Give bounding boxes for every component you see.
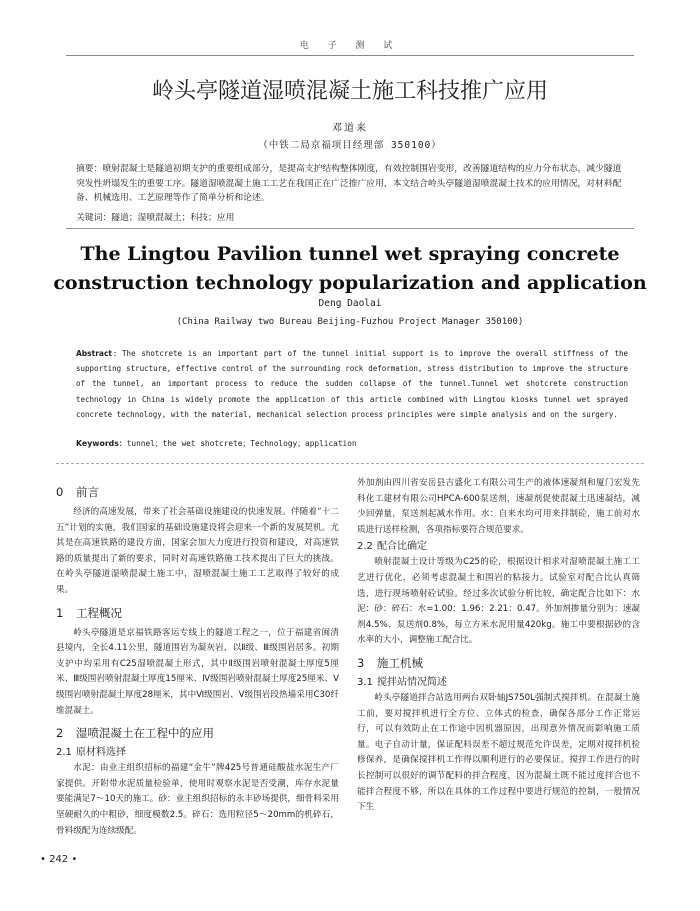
chinese-author: 邓道来 xyxy=(332,123,368,134)
english-affiliation: (China Railway two Bureau Beijing-Fuzhou Project Manager 350100) xyxy=(176,317,524,327)
section-2-1-title: 原材料选择 xyxy=(76,747,126,759)
english-author: Deng Daolai xyxy=(318,298,382,309)
section-2-2-number: 2.2 xyxy=(357,541,373,553)
section-2-number: 2 xyxy=(56,726,64,741)
section-2-1-paragraph: 水泥：由业主组织招标的福建“金牛”牌425号普通硅酸盐水泥生产厂家提供。开附带水泥质量检验单，使用时观察水泥是否受潮，库存水泥量要能满足7～10天的施工。砂：业主组织招标的永丰砂场提供，细骨料采用坚硬耐久的中粗砂，细度模数2.5。碎石：选用粒径5～20mm的机碎石，骨料级配为连续级配。 xyxy=(56,763,339,836)
section-2-1-heading xyxy=(56,746,339,760)
section-3-title: 施工机械 xyxy=(377,655,423,670)
section-0-number: 0 xyxy=(56,485,64,499)
section-0-heading xyxy=(56,484,339,500)
english-abstract-label: Abstract： xyxy=(76,349,123,358)
section-1-heading xyxy=(56,605,339,621)
chinese-title: 岭头亭隧道湿喷混凝土施工科技推广应用 xyxy=(151,79,548,104)
section-2-2-heading xyxy=(357,540,640,554)
section-1-title: 工程概况 xyxy=(76,605,122,620)
section-2-heading xyxy=(56,725,339,741)
section-2-1-number: 2.1 xyxy=(56,747,72,759)
english-keywords-label: Keywords： xyxy=(76,439,127,448)
english-title: The Lingtou Pavilion tunnel wet spraying concrete construction technology popularization and application xyxy=(53,243,647,294)
section-2-1-paragraph-continued: 外加剂由四川省安岳县吉盛化工有限公司生产的液体速凝剂和厦门宏发先科化工建材有限公司HPCA-600泵送剂，速凝剂促使混凝土迅速凝结，减少回弹量，泵送剂起减水作用。水：自来水均可用来拌制砼，施工前对水质进行送样检测，各项指标要符合规范要求。 xyxy=(357,478,640,535)
chinese-keywords xyxy=(76,210,628,223)
section-1-paragraph: 岭头亭隧道是京福铁路客运专线上的隧道工程之一，位于福建省闽清县境内，全长4.11公里，隧道围岩为凝灰岩，以Ⅱ级、Ⅲ级围岩居多。初期支护中均采用有C25湿喷混凝土形式，其中Ⅱ级围岩喷射混凝土厚度5厘米、Ⅲ级围岩喷射混凝土厚度15厘米、Ⅳ级围岩喷射混凝土厚度25厘米、Ⅴ级围岩喷射混凝土厚度28厘米，其中Ⅵ级围岩、Ⅴ级围岩段热墙采用C30纤维混凝土。 xyxy=(56,627,339,716)
section-0-paragraph: 经济的高速发展，带来了社会基础设施建设的快速发展。伴随着“十二五”计划的实施，我们国家的基础设施建设将会迎来一个新的发展契机。尤其是在高速铁路的建设方面，国家会加大力度进行投资和建设，对高速铁路的质量提出了新的要求，同时对高速铁路施工技术提出了巨大的挑战。在岭头亭隧道湿喷混凝土施工中，湿喷混凝土施工工艺取得了较好的成果。 xyxy=(56,507,339,595)
section-2-title: 湿喷混凝土在工程中的应用 xyxy=(76,726,214,741)
section-0-title: 前言 xyxy=(76,485,99,499)
body-divider xyxy=(56,463,644,464)
header-rule xyxy=(66,55,634,56)
chinese-abstract xyxy=(76,162,628,206)
section-3-1-number: 3.1 xyxy=(357,676,373,688)
section-3-1-heading xyxy=(357,676,640,690)
chinese-keywords-text: 隧道；湿喷混凝土；科技；应用 xyxy=(111,213,235,223)
section-2-2-paragraph: 喷射混凝土设计等级为C25的砼，根据设计相求对湿喷混凝土施工工艺进行优化，必须考虑混凝土和围岩的粘接力。试验室对配合比认真筛选，进行现场喷射砼试验。经过多次试验分析比较，确定配合比如下：水泥：砂：碎石：水=1.00：1.96：2.21：0.47。外加剂掺量分别为：速凝剂4.5%、泵送剂0.8%，每立方米水泥用量420kg。施工中要根据砂的含水率的大小，调整施工配合比。 xyxy=(357,557,640,646)
english-keywords-text: tunnel；the wet shotcrete；Technology；application xyxy=(126,439,357,448)
section-2-2-title: 配合比确定 xyxy=(377,541,427,553)
english-keywords xyxy=(76,438,628,449)
chinese-abstract-label: 摘要： xyxy=(76,164,103,174)
chinese-keywords-label: 关键词： xyxy=(76,213,112,223)
section-3-1-paragraph: 岭头亭隧道拌合站选用两台双卧轴JS750L强制式搅拌机。在混凝土施工前，要对搅拌机进行全方位、立体式的检查，确保各部分工作正常运行，可以有效防止在工作途中因机器原因，出现意外情况而影响施工质量。电子自动计量，保证配料误差不超过规范允许误差，定期对搅拌机检修保养，是确保搅拌机工作得以顺利进行的必要保证。搅拌工作进行的时长控制可以很好的调节配料的拌合程度，因为混凝土既不能过度拌合也不能拌合程度不够，所以在具体的工作过程中要进行规范的控制，一般情况下生 xyxy=(357,692,640,813)
english-abstract-text: The shotcrete is an important part of the tunnel initial support is to improve the overall stiffness of the supporting structure, effective control of the surrounding rock deformation, stress distribution to improve the structure of the tunnel, an important process to reduce the sudden collapse of the tunnel.Tunnel wet shotcrete construction technology in China is widely promote the application of this article combined with Lingtou kiosks tunnel wet sprayed concrete technology, with the material, mechanical selection process principles were simple analysis and on the surgery. xyxy=(76,349,628,419)
right-column xyxy=(357,476,640,816)
page-number: • 242 • xyxy=(40,854,78,865)
section-1-number: 1 xyxy=(56,605,64,620)
left-column xyxy=(56,478,339,839)
section-divider xyxy=(66,228,634,229)
section-3-number: 3 xyxy=(357,655,365,670)
english-abstract xyxy=(76,346,628,422)
chinese-affiliation: （中铁二局京福项目经理部 350100） xyxy=(258,140,442,151)
chinese-abstract-text: 喷射混凝土是隧道初期支护的重要组成部分，是提高支护结构整体刚度，有效控制围岩变形，改善隧道结构的应力分布状态，减少隧道突发性坍塌发生的重要工序。隧道湿喷混凝土施工工艺在我国正在广泛推广应用，本文结合岭头亭隧道湿喷混凝土技术的应用情况，对材料配备、机械选用、工艺原理等作了简单分析和论述。 xyxy=(76,164,622,203)
journal-section-header: 电 子 测 试 xyxy=(299,41,401,51)
section-3-heading xyxy=(357,655,640,671)
section-3-1-title: 搅拌站情况简述 xyxy=(377,676,447,688)
